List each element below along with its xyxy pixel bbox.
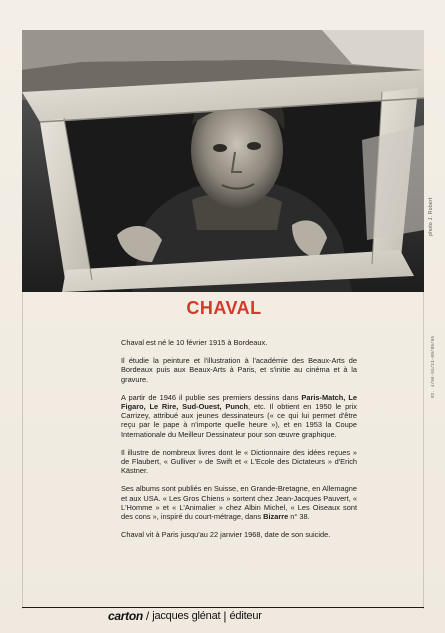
logo-separator: / [145,608,150,623]
author-photo [22,30,424,292]
photo-credit: photo J. Robert [428,197,434,236]
publisher-role: éditeur [229,609,262,622]
biography-paragraph [121,448,357,476]
biography-paragraph [121,356,357,384]
paragraph-text: , etc. Il obtient en 1950 le prix Carrizey, attribué aux jeunes dessinateurs (« ce qui lui permet d'être reçu par le pape à n'importe quelle heure »), et en 1953 la Coupe Internationale du Meilleur Dessinateur pour son œuvre graphique. [121,402,357,439]
bold-title-text: Paris-Match, Le Figaro, Le Rire, Sud-Ouest, Punch [121,392,357,412]
paragraph-text: Chaval est né le 10 février 1915 à Bordeaux. [121,338,268,347]
imprint-logo: carton [108,608,143,623]
publisher-footer [22,607,424,623]
paragraph-text: A partir de 1946 il publie ses premiers dessins dans [121,392,302,402]
paragraph-text: Chaval vit à Paris jusqu'au 22 janvier 1968, date de son suicide. [121,530,331,540]
logo-divider: | [223,608,227,623]
biography-paragraph [121,484,357,521]
author-photo-image [22,30,424,292]
paragraph-text: Il étudie la peinture et l'illustration à l'académie des Beaux-Arts de Bordeaux puis aux Beaux-Arts à Paris, et s'initie au cinéma et à la gravure. [121,356,357,384]
biography-text [121,338,357,539]
page-title: CHAVAL [186,298,262,318]
biography-paragraph [121,338,357,347]
paragraph-text: Il illustre de nombreux livres dont le « Dictionnaire des idées reçues » de Flaubert, « Gulliver » de Swift et « L'Ecole des Dictateurs » d'Erich Kästner. [121,447,357,476]
biography-paragraph [121,393,357,439]
paragraph-text: n° 38. [288,512,310,522]
bold-title-text: Bizarre [263,512,289,522]
paragraph-text: Ses albums sont publiés en Suisse, en Grande-Bretagne, en Allemagne et aux USA. « Les Gros Chiens » sortent chez Jean-Jacques Pauvert, « L'Homme » et « L'Animalier » chez Albin Michel, « Les Oiseaux sont des cons », inspiré du court-métrage, dans [121,484,357,522]
publisher-name: jacques glénat [152,609,221,622]
biography-paragraph [121,530,357,539]
catalog-code: RI. 4/66-55/11-09/89/65 [431,335,436,398]
text-panel [22,292,424,609]
